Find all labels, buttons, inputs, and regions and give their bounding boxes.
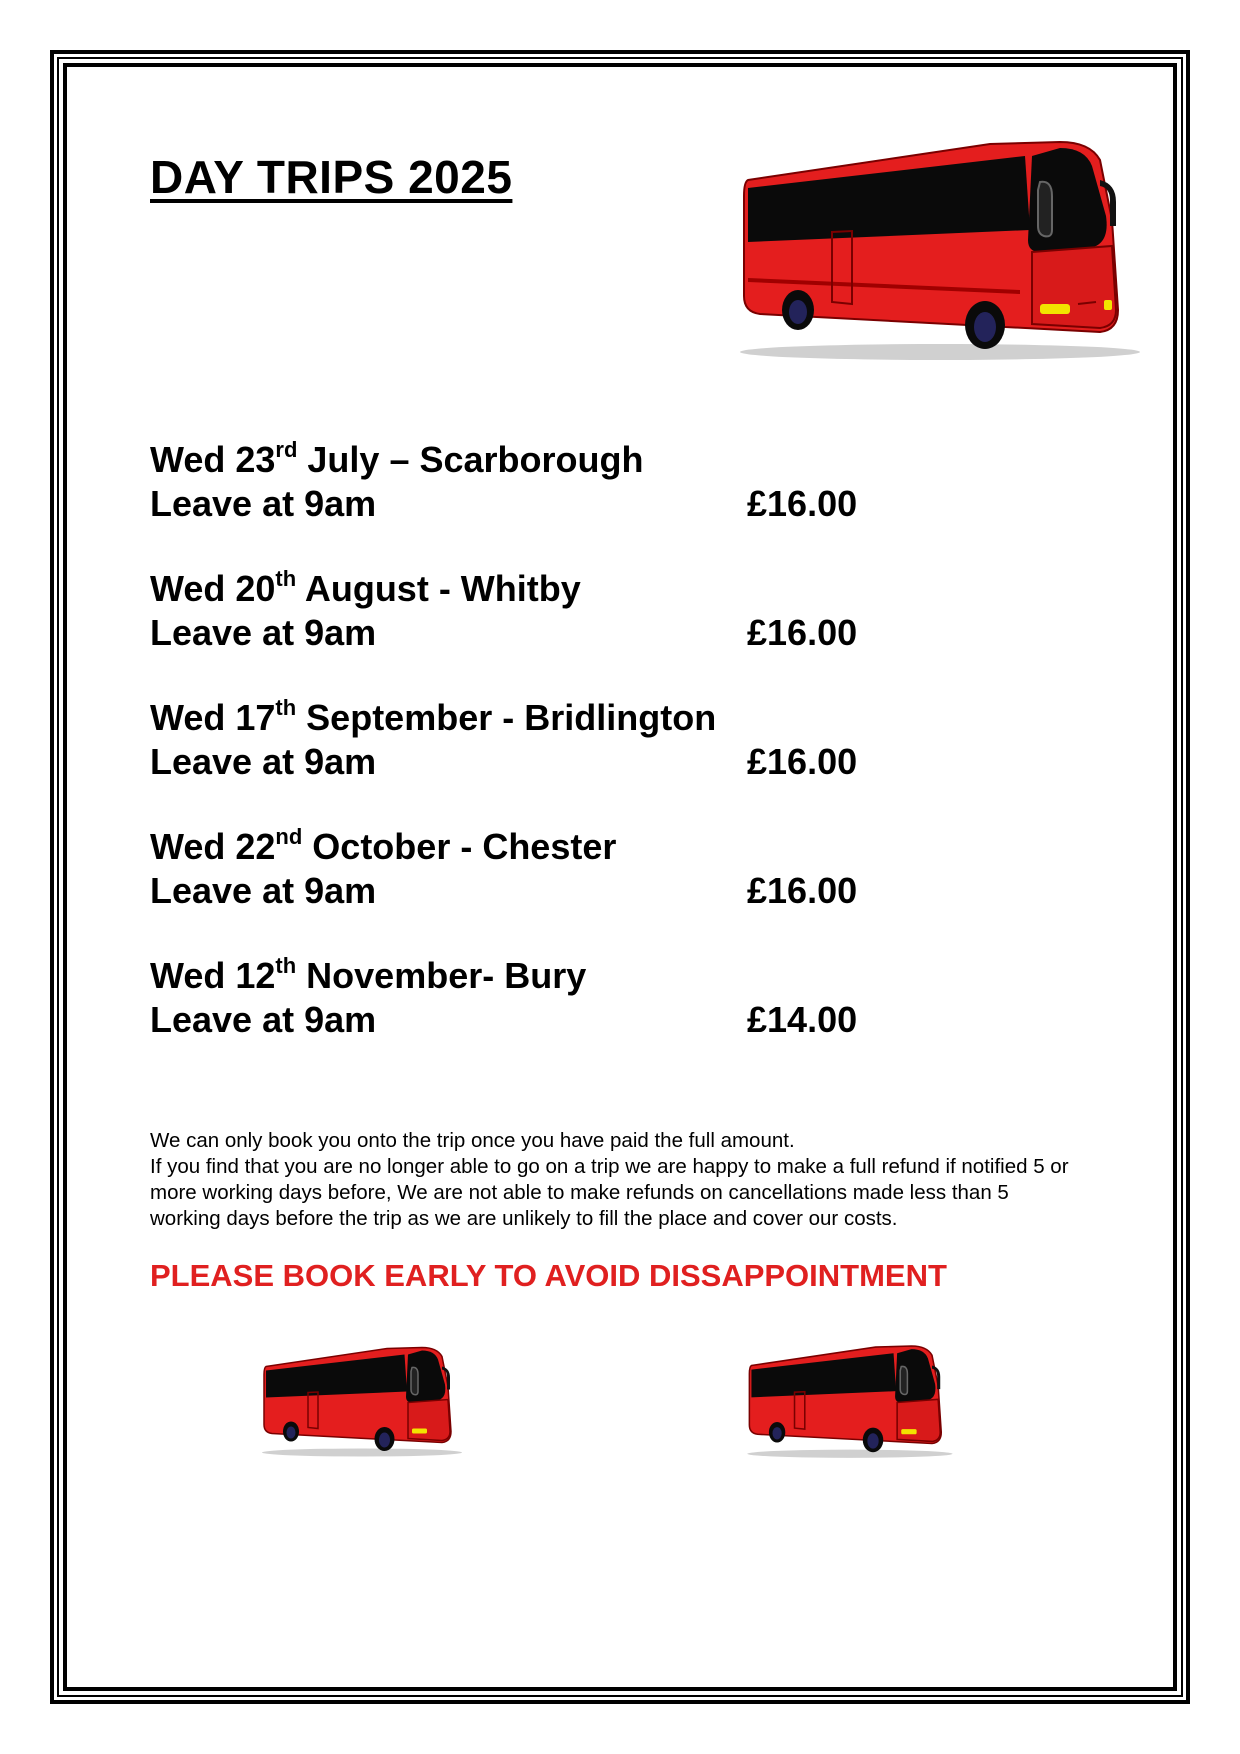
notice-line-1: We can only book you onto the trip once you have paid the full amount. xyxy=(150,1129,795,1152)
trip-date: 17 xyxy=(235,697,276,738)
trip-departure-line xyxy=(150,740,1030,784)
booking-notice xyxy=(150,1128,1080,1232)
trip-item xyxy=(150,438,1030,567)
trip-leave-time: Leave at 9am xyxy=(150,870,377,911)
trip-date-suffix: rd xyxy=(275,437,298,462)
trip-date-suffix: th xyxy=(275,695,297,720)
trip-leave-time: Leave at 9am xyxy=(150,483,377,524)
trip-leave-time: Leave at 9am xyxy=(150,612,377,653)
bus-icon xyxy=(262,1345,467,1463)
trip-date: 12 xyxy=(235,955,276,996)
trip-departure-line xyxy=(150,998,1030,1042)
trip-title xyxy=(150,825,1030,869)
trip-date-suffix: nd xyxy=(275,824,303,849)
trip-price: £16.00 xyxy=(747,612,858,653)
trip-day: Wed xyxy=(150,697,226,738)
trip-departure-line xyxy=(150,482,1030,526)
trip-date: 23 xyxy=(235,439,276,480)
trip-date-suffix: th xyxy=(275,953,297,978)
trip-item xyxy=(150,825,1030,954)
trip-price: £14.00 xyxy=(747,999,858,1040)
trip-title xyxy=(150,954,1030,998)
trip-list xyxy=(150,438,1030,1083)
trip-departure-line xyxy=(150,611,1030,655)
trip-item xyxy=(150,954,1030,1083)
trip-title xyxy=(150,438,1030,482)
trip-day: Wed xyxy=(150,955,226,996)
trip-title xyxy=(150,696,1030,740)
trip-title xyxy=(150,567,1030,611)
trip-day: Wed xyxy=(150,826,226,867)
notice-line-2: If you find that you are no longer able to go on a trip we are happy to make a full refund if notified 5 or more working days before, We are not able to make refunds on cancellations made less than 5 working days before the trip as we are unlikely to fill the place and cover our costs. xyxy=(150,1155,1069,1230)
trip-price: £16.00 xyxy=(747,483,858,524)
trip-date: 20 xyxy=(235,568,276,609)
book-early-banner: PLEASE BOOK EARLY TO AVOID DISSAPPOINTMENT xyxy=(150,1258,947,1293)
trip-departure-line xyxy=(150,869,1030,913)
trip-destination: October - Chester xyxy=(302,826,617,867)
page-title: DAY TRIPS 2025 xyxy=(150,151,513,203)
trip-price: £16.00 xyxy=(747,741,858,782)
trip-day: Wed xyxy=(150,439,226,480)
trip-item xyxy=(150,696,1030,825)
trip-destination: July – Scarborough xyxy=(297,439,644,480)
trip-destination: November- Bury xyxy=(296,955,587,996)
trip-leave-time: Leave at 9am xyxy=(150,741,377,782)
trip-destination: August - Whitby xyxy=(296,568,581,609)
bus-icon xyxy=(740,140,1150,370)
bus-icon xyxy=(740,1345,965,1463)
trip-item xyxy=(150,567,1030,696)
trip-destination: September - Bridlington xyxy=(296,697,717,738)
trip-day: Wed xyxy=(150,568,226,609)
trip-date: 22 xyxy=(235,826,276,867)
trip-leave-time: Leave at 9am xyxy=(150,999,377,1040)
trip-price: £16.00 xyxy=(747,870,858,911)
trip-date-suffix: th xyxy=(275,566,297,591)
